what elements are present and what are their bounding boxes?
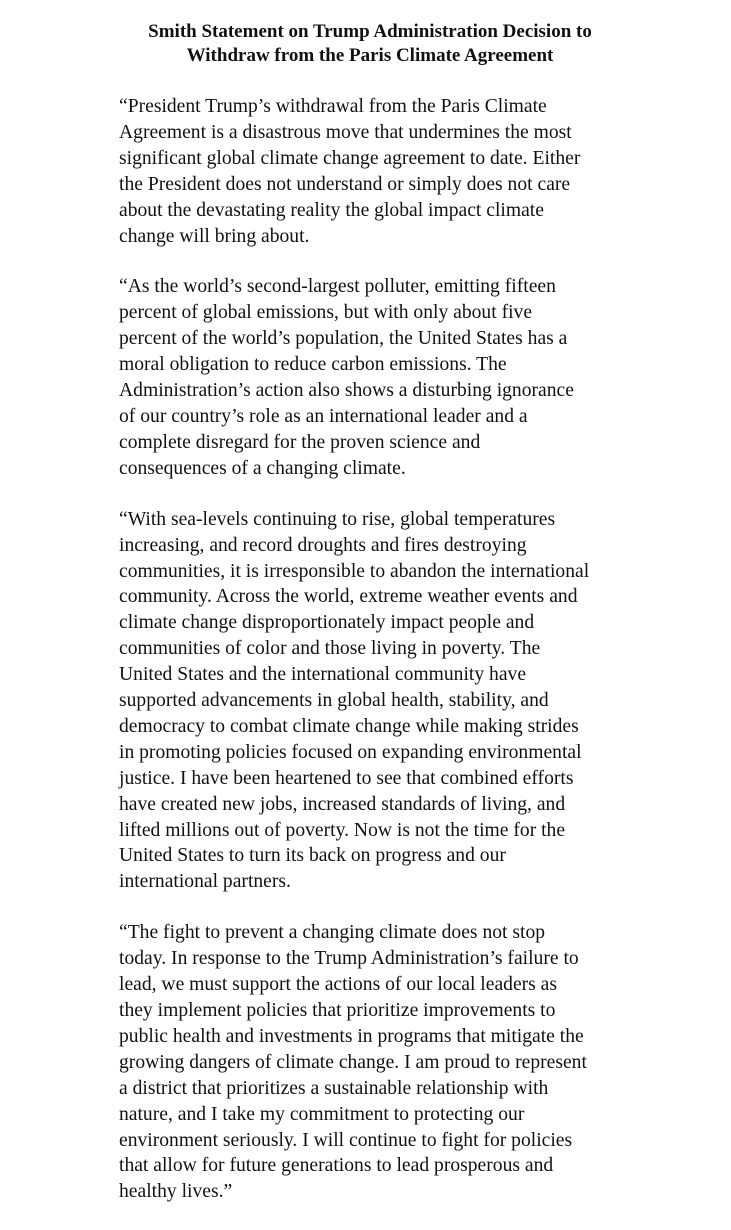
statement-title: Smith Statement on Trump Administration Decision to Withdraw from the Paris Climate Agreement xyxy=(148,21,592,66)
paragraph-1: “President Trump’s withdrawal from the Paris Climate Agreement is a disastrous move that undermines the most significant global climate change agreement to date. Either the President does not understand or simply does not care about the devastating reality the global impact climate change will bring about. xyxy=(119,96,581,247)
statement-body xyxy=(119,94,719,1230)
paragraph-3: “With sea-levels continuing to rise, global temperatures increasing, and record droughts and fires destroying communities, it is irresponsible to abandon the international community. Across the world, extreme weather events and climate change disproportionately impact people and communities of color and those living in poverty. The United States and the international community have supported advancements in global health, stability, and democracy to combat climate change while making strides in promoting policies focused on expanding environmental justice. I have been heartened to see that combined efforts have created new jobs, increased standards of living, and lifted millions out of poverty. Now is not the time for the United States to turn its back on progress and our international partners. xyxy=(119,508,590,893)
paragraph-2: “As the world’s second-largest polluter, emitting fifteen percent of global emissions, but with only about five percent of the world’s population, the United States has a moral obligation to reduce carbon emissions. The Administration’s action also shows a disturbing ignorance of our country’s role as an international leader and a complete disregard for the proven science and consequences of a changing climate. xyxy=(119,276,574,479)
paragraph-4: “The fight to prevent a changing climate does not stop today. In response to the Trump Administration’s failure to lead, we must support the actions of our local leaders as they implement policies that prioritize improvements to public health and investments in programs that mitigate the growing dangers of climate change. I am proud to represent a district that prioritizes a sustainable relationship with nature, and I take my commitment to protecting our environment seriously. I will continue to fight for policies that allow for future generations to lead prosperous and healthy lives.” xyxy=(119,922,587,1203)
